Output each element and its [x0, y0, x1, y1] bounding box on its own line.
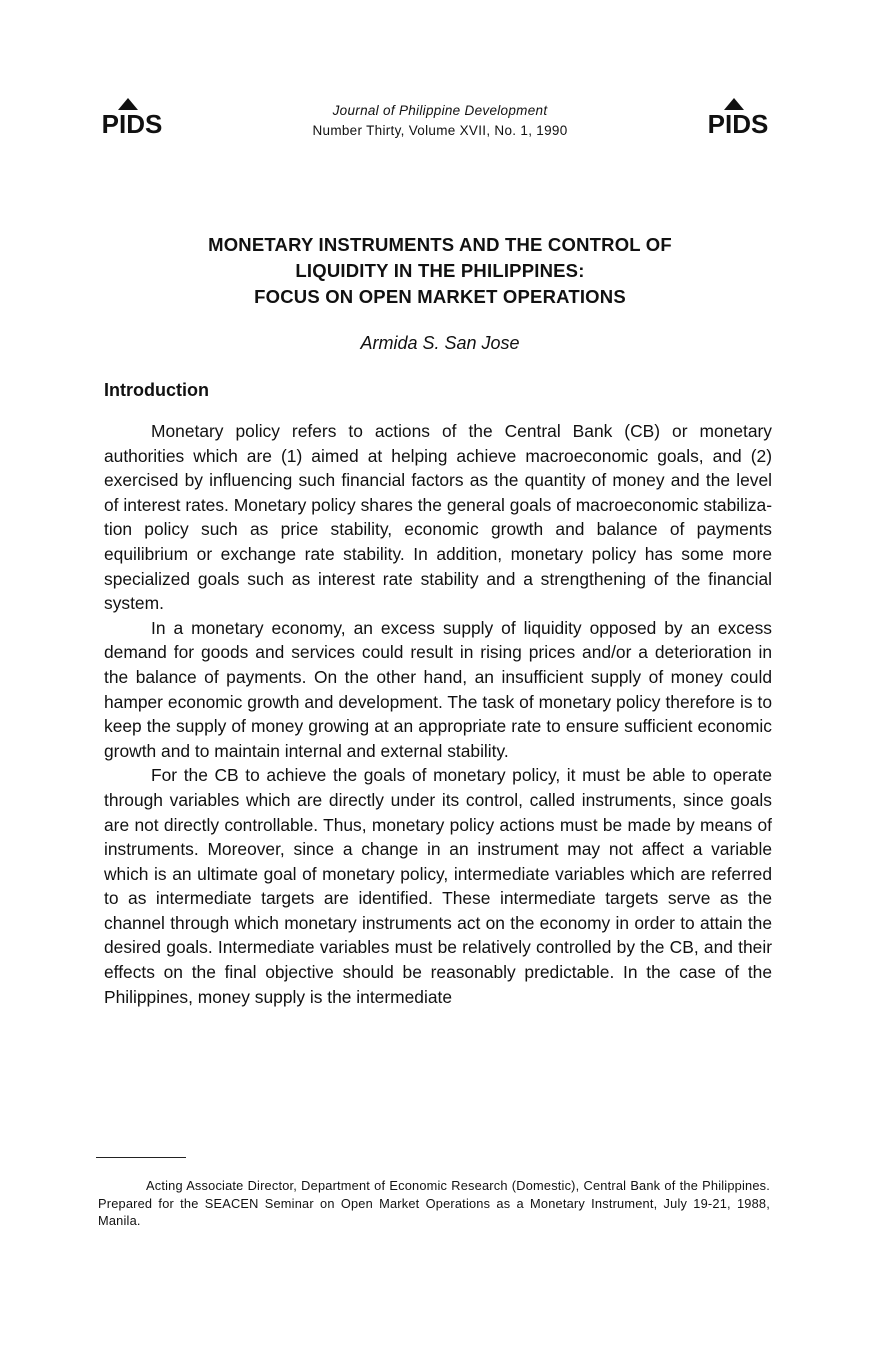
journal-name: Journal of Philippine Development: [332, 103, 548, 118]
footnote-text: Acting Associate Director, Department of Economic Research (Domestic), Central Bank of the Philippines. Prepared for the SEACEN Seminar on Open Market Operations as a Monetary Instrument, July 19-21, 1988, Manila.: [98, 1178, 770, 1228]
pids-logo-right: [704, 96, 772, 138]
pids-logo-graphic: [704, 96, 772, 138]
author-name: Armida S. San Jose: [360, 333, 520, 353]
body-paragraph: For the CB to achieve the goals of monetary policy, it must be able to operate through variables which are directly under its control, called instruments, since goals are not directly controllable. Thus, monetary policy actions must be made by means of instruments. Moreover, since a change in an instrument may not affect a variable which is an ultimate goal of monetary policy, intermediate variables which are referred to as intermediate targets are identified. These intermediate targets serve as the channel through which monetary instruments act on the economy in order to attain the desired goals. Intermediate variables must be relatively controlled by the CB, and their effects on the final objective should be reasonably predictable. In the case of the Philippines, money supply is the intermediate: [104, 765, 772, 1007]
logo-text: PIDS: [101, 109, 163, 138]
body-paragraph: Monetary policy refers to actions of the Central Bank (CB) or monetary authorities which are (1) aimed at helping achieve macroeconomic goals, and (2) exercised by influencing such financial factors as the quantity of money and the level of interest rates. Monetary policy shares the general goals of macroeconomic stabilization policy such as price stability, economic growth and balance of payments equilibrium or exchange rate stability. In addition, monetary policy has some more specialized goals such as interest rate stability and a strengthening of the financial system.: [104, 421, 772, 614]
body-paragraph: In a monetary economy, an excess supply of liquidity opposed by an excess demand for goods and services could result in rising prices and/or a deterioration in the balance of payments. On the other hand, an insufficient supply of money could hamper economic growth and development. The task of monetary policy therefore is to keep the supply of money growing at an appropriate rate to ensure sufficient economic growth and to maintain internal and external stability.: [104, 617, 772, 761]
title-line: FOCUS ON OPEN MARKET OPERATIONS: [254, 286, 626, 307]
title-line: MONETARY INSTRUMENTS AND THE CONTROL OF: [208, 234, 672, 255]
journal-issue: Number Thirty, Volume XVII, No. 1, 1990: [312, 123, 568, 138]
section-heading: Introduction: [104, 380, 209, 400]
title-line: LIQUIDITY IN THE PHILIPPINES:: [295, 260, 585, 281]
footnote: [98, 1177, 770, 1230]
logo-text: PIDS: [707, 109, 769, 138]
journal-header: [230, 101, 650, 141]
article-title: [100, 232, 780, 310]
pids-logo-left: [98, 96, 166, 138]
article-body: [104, 419, 772, 1009]
footnote-divider: [96, 1157, 186, 1158]
pids-logo-graphic: [98, 96, 166, 138]
